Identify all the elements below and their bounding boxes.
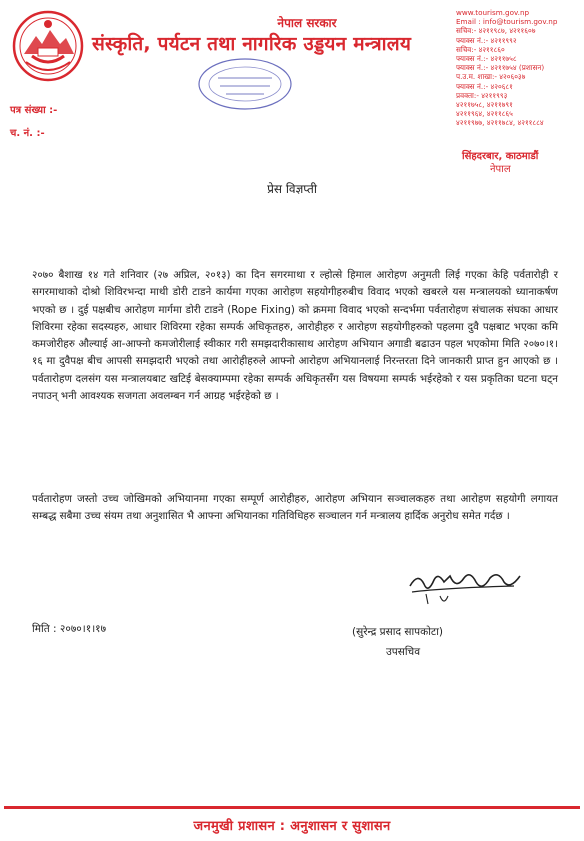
contact-line: प्रवक्ता:- ४२११९९३: [456, 90, 508, 100]
contact-line: ४२११७५८, ४२११७९१: [456, 100, 513, 110]
dispatch-number-label: च. नं. :-: [10, 128, 45, 139]
contact-line: प.उ.म. शाखा:- ४२०६०३७: [456, 72, 526, 82]
signer-name: (सुरेन्द्र प्रसाद सापकोटा): [352, 626, 444, 638]
contact-line: फ्याक्स नं.:- ४२११७५४ (प्रशासन): [456, 63, 545, 73]
signer-title: उपसचिव: [386, 646, 421, 658]
issue-date: मिति : २०७०।१।१७: [32, 623, 107, 635]
contact-line: सचिव:- ४२११९८७, ४२११६०७: [456, 26, 536, 36]
location-country: नेपाल: [490, 164, 511, 175]
ministry-name: संस्कृति, पर्यटन तथा नागरिक उड्डयन मन्त्रालय: [92, 33, 412, 55]
location-city: सिंहदरबार, काठमाडौं: [462, 151, 539, 162]
contact-line: ४२११९७७, ४२११७८४, ४२११८८४: [456, 118, 544, 128]
contact-line: फ्याक्स नं.:- ४२०६८१: [456, 81, 513, 91]
contact-info: [456, 8, 582, 128]
footer-motto: जनमुखी प्रशासन : अनुशासन र सुशासन: [193, 819, 391, 834]
contact-line: फ्याक्स नं.:- ४२११७५८: [456, 54, 517, 64]
signature: [404, 566, 528, 610]
website: www.tourism.gov.np: [456, 8, 530, 17]
document-title: प्रेस विज्ञप्ती: [267, 182, 317, 196]
contact-line: सचिव:- ४२११८६०: [456, 44, 505, 54]
footer-divider: [4, 806, 580, 809]
body-paragraph: पर्वतारोहण जस्तो उच्च जोखिमको अभियानमा गएका सम्पूर्ण आरोहीहरु, आरोहण अभियान सञ्चालकहरु तथा आरोहण सहयोगी लगायत सम्बद्ध सबैमा उच्च संयम तथा अनुशासित भै आफ्ना अभियानका गतिविधिहरु सञ्चालन गर्न मन्त्रालय हार्दिक अनुरोध समेत गर्दछ ।: [32, 493, 558, 523]
contact-line: ४२११९६४, ४२११८६५: [456, 109, 513, 119]
letter-number-label: पत्र संख्या :-: [10, 105, 58, 116]
contact-line: फ्याक्स नं.:- ४२११९९२: [456, 35, 517, 45]
office-stamp: [196, 56, 294, 112]
office-location: [462, 150, 572, 176]
government-name: नेपाल सरकार: [277, 16, 337, 30]
body-paragraph: २०७० बैशाख १४ गते शनिवार (२७ अप्रिल, २०१३) का दिन सगरमाथा र ल्होत्से हिमाल आरोहण अनुमती लिई गएका केहि पर्वतारोही र सगरमाथाको दोश्रो शिविरभन्दा माथी डोरी टाडने कार्यमा गएका आरोहण सहयोगीहरुबीच विवाद भएको खबरले यस मन्त्रालयको ध्यानाकर्षण भएको छ । दुई पक्षबीच आरोहण मार्गमा डोरी टाडने (Rope Fixing) को क्रममा विवाद भएको सन्दर्भमा पर्वतारोहण संचालक संघका आधार शिविरमा रहेका सदस्यहरु, आधार शिविरमा रहेका सम्पर्क अधिकृतहरु, आरोहीहरु र आरोहण सहयोगीहरुको पहलमा दुवै पक्षबाट भएका कमि कमजोरीहरु औल्याई आ-आफ्नो कमजोरीलाई स्वीकार गरी समझदारीकासाथ आरोहण अभियान अगाडी बढाउन पहल भएकोमा मिति २०७०।१।१६ मा दुवैपक्ष बीच आपसी समझदारी भएको तथा आरोहीहरुले आफ्नो आरोहण अभियानलाई निरन्तरता दिने जानकारी प्राप्त हुन आएको छ । पर्वतारोहण दलसंग यस मन्त्रालयबाट खटिई बेसक्याम्पमा रहेका सम्पर्क अधिकृतसँग यस विषयमा सम्पर्क भईरहेको र यस प्रकृतिका घटना घट्न नपाउन् भनी आवश्यक सजगता अवलम्बन गर्न आग्रह भईरहेको छ ।: [32, 269, 558, 403]
email: Email : info@tourism.gov.np: [456, 17, 558, 27]
